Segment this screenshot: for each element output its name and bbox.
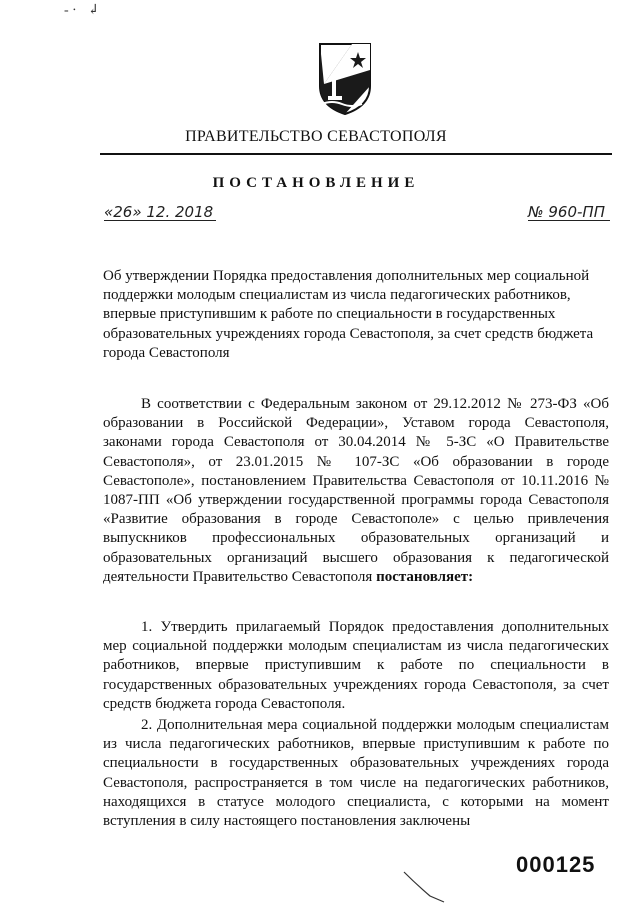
preamble-text: В соответствии с Федеральным законом от 29.12.2012 № 273-ФЗ «Об образовании в Российской Федерации», Уставом города Севастополя, законами города Севастополя от 30.04.2014 № 5-ЗС «О Правительстве Севастополя», от 23.01.2015 № 107-ЗС «Об образовании в городе Севастополе», постановлением Правительства Севастополя от 10.11.2016 № 1087-ПП «Об утверждении государственной программы города Севастополя «Развитие образования в городе Севастополе» с целью привлечения выпускников профессиональных образовательных организаций и образовательных организаций высшего образования к педагогической деятельности Правительство Севастополя [103, 396, 609, 585]
document-type-title: ПОСТАНОВЛЕНИЕ [212, 175, 420, 191]
document-subject: Об утверждении Порядка предоставления дополнительных мер социальной поддержки молодым специалистам из числа педагогических работников, впервые приступившим к работе по специальности в государственных образовательных учреждениях города Севастополя, за счет средств бюджета города Севастополя [103, 268, 594, 361]
number-underline [528, 220, 610, 221]
resolves-keyword: постановляет: [376, 568, 474, 585]
item-1: 1. Утвердить прилагаемый Порядок предоставления дополнительных мер социальной поддержки молодым специалистам из числа педагогических работников, впервые приступившим к работе по специальности в государственных образовательных учреждениях города Севастополя, за счет средств бюджета города Севастополя. [103, 619, 609, 712]
sevastopol-coat-of-arms-icon [318, 40, 372, 116]
date-underline [104, 220, 216, 221]
scan-mark: -∙ ↲ [64, 3, 104, 18]
item-2: 2. Дополнительная мера социальной поддержки молодым специалистам из числа педагогических работников, впервые приступившим к работе по специальности в государственных образовательных учреждениях города Севастополя, распространяется в том числе на педагогических работников, находящихся в статусе молодого специалиста, с которыми на момент вступления в силу настоящего постановления заключены [103, 717, 609, 830]
preamble-paragraph [103, 395, 609, 587]
document-date: «26» 12. 2018 [104, 203, 214, 221]
header-divider [100, 153, 612, 155]
document-number: № 960-ПП [528, 203, 605, 221]
page-number-stamp: 000125 [516, 852, 596, 877]
organization-name: ПРАВИТЕЛЬСТВО СЕВАСТОПОЛЯ [185, 128, 447, 145]
pen-stroke-mark [400, 870, 450, 904]
